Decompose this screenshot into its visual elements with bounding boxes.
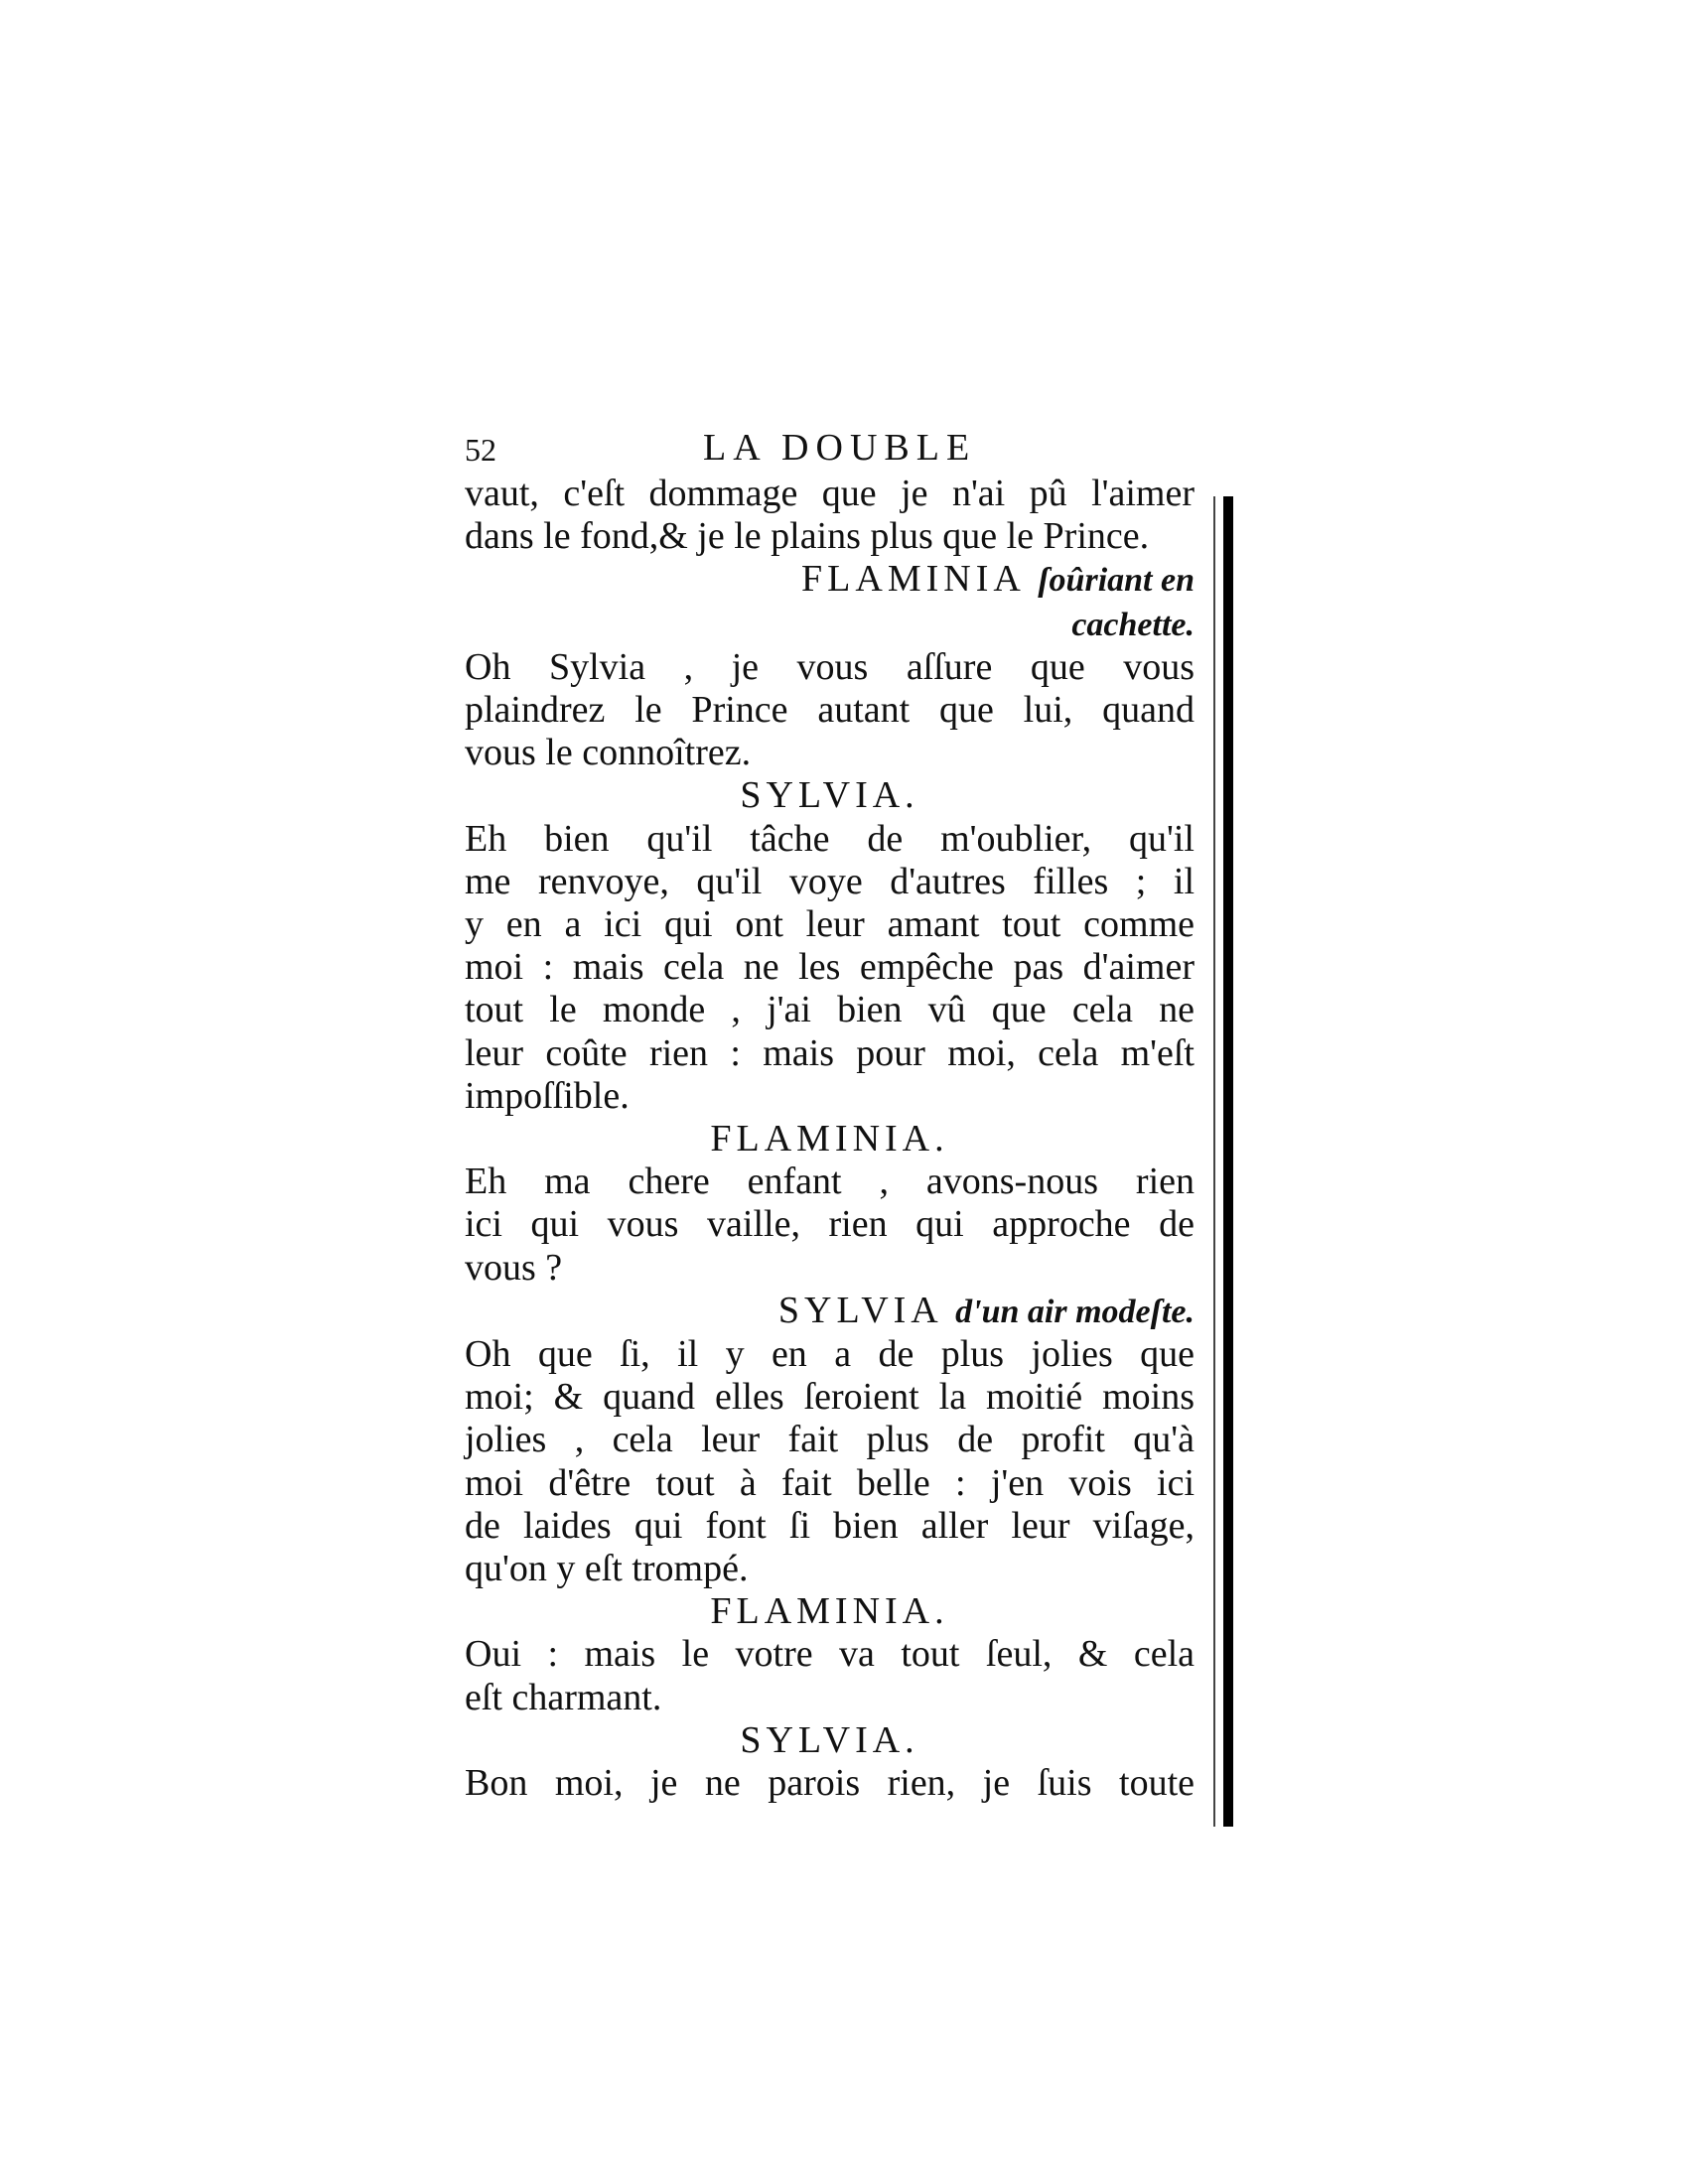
text-line: moi d'être tout à fait belle : j'en vois ici	[465, 1461, 1195, 1504]
text-line: vous ?	[465, 1246, 563, 1289]
text-line: Eh ma chere enfant , avons-nous rien	[465, 1160, 1195, 1203]
page-edge-binding-shadow	[1223, 496, 1233, 1827]
speaker-heading	[465, 774, 1195, 817]
text-line: ici qui vous vaille, rien qui approche de	[465, 1203, 1195, 1246]
text-line: moi; & quand elles ſeroient la moitié moins	[465, 1376, 1195, 1419]
speaker-heading	[465, 1290, 1195, 1333]
text-line: eſt charmant.	[465, 1676, 662, 1718]
book-page	[465, 427, 1195, 1805]
speaker-name: FLAMINIA.	[710, 1118, 949, 1160]
speaker-name: FLAMINIA	[801, 558, 1039, 601]
page-header	[465, 427, 1195, 473]
text-line: leur coûte rien : mais pour moi, cela m'eſt	[465, 1031, 1195, 1074]
text-line: Oh Sylvia , je vous aſſure que vous	[465, 645, 1195, 688]
page-number: 52	[465, 432, 496, 468]
text-line: vaut, c'eſt dommage que je n'ai pû l'aimer	[465, 473, 1195, 514]
body-text	[465, 473, 1195, 1805]
text-line: jolies , cela leur fait plus de profit qu'à	[465, 1419, 1195, 1461]
stage-direction: d'un air modeſte.	[955, 1293, 1195, 1330]
text-line: qu'on y eſt trompé.	[465, 1548, 749, 1590]
text-line: vous le connoîtrez.	[465, 732, 752, 774]
stage-direction: cachette.	[1071, 606, 1195, 643]
speaker-name: SYLVIA.	[740, 1718, 919, 1761]
speaker-name: SYLVIA	[777, 1289, 956, 1331]
text-line: plaindrez le Prince autant que lui, quand	[465, 689, 1195, 732]
text-line: Oui : mais le votre va tout ſeul, & cela	[465, 1633, 1195, 1676]
text-line: moi : mais cela ne les empêche pas d'aimer	[465, 946, 1195, 989]
speaker-heading	[465, 1118, 1195, 1160]
speaker-heading	[465, 1590, 1195, 1633]
running-title: LA DOUBLE	[703, 427, 977, 469]
text-line: me renvoye, qu'il voye d'autres filles ; il	[465, 860, 1195, 902]
text-line: Oh que ſi, il y en a de plus jolies que	[465, 1333, 1195, 1376]
text-line: dans le fond,& je le plains plus que le Prince.	[465, 515, 1150, 558]
speaker-heading	[465, 558, 1195, 602]
text-line: Bon moi, je ne parois rien, je ſuis toute	[465, 1762, 1195, 1805]
text-line: Eh bien qu'il tâche de m'oublier, qu'il	[465, 817, 1195, 860]
text-line: de laides qui font ſi bien aller leur viſage,	[465, 1504, 1195, 1547]
speaker-name: SYLVIA.	[740, 774, 919, 817]
stage-direction-line	[465, 603, 1195, 646]
speaker-name: FLAMINIA.	[710, 1590, 949, 1633]
stage-direction: ſoûriant en	[1038, 562, 1195, 600]
text-line: y en a ici qui ont leur amant tout comme	[465, 903, 1195, 946]
text-line: tout le monde , j'ai bien vû que cela ne	[465, 989, 1195, 1031]
page-edge-thin-line	[1213, 496, 1215, 1827]
text-line: impoſſible.	[465, 1074, 630, 1117]
speaker-heading	[465, 1719, 1195, 1762]
